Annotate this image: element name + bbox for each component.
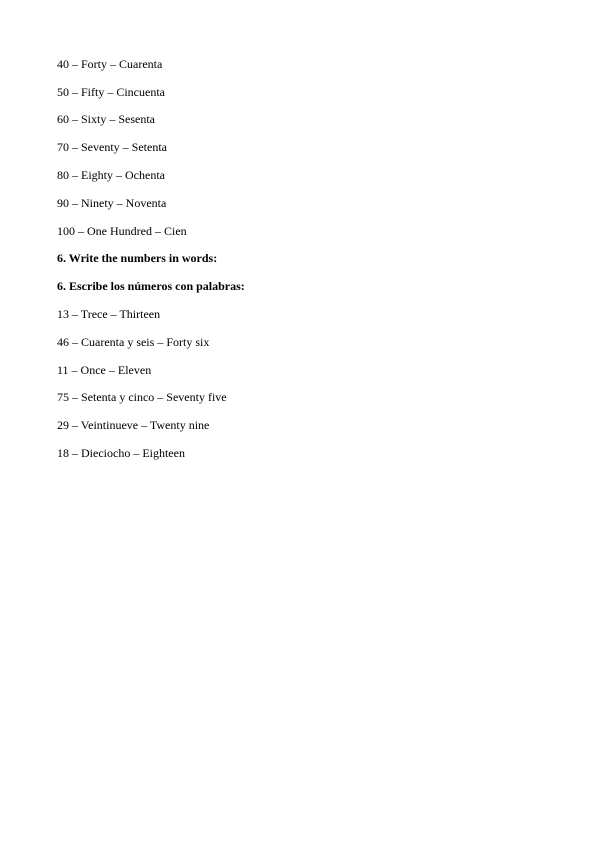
- number-line-100: 100 – One Hundred – Cien: [57, 224, 187, 238]
- answer-line-13: 13 – Trece – Thirteen: [57, 307, 161, 321]
- answer-line-75: 75 – Setenta y cinco – Seventy five: [57, 390, 227, 404]
- answer-line-11: 11 – Once – Eleven: [57, 363, 152, 377]
- answer-line-46: 46 – Cuarenta y seis – Forty six: [57, 335, 210, 349]
- number-line-80: 80 – Eighty – Ochenta: [57, 168, 165, 182]
- number-line-60: 60 – Sixty – Sesenta: [57, 112, 155, 126]
- exercise-heading-english: 6. Write the numbers in words:: [57, 251, 218, 265]
- answer-line-18: 18 – Dieciocho – Eighteen: [57, 446, 185, 460]
- exercise-heading-spanish: 6. Escribe los números con palabras:: [57, 279, 245, 293]
- answer-line-29: 29 – Veintinueve – Twenty nine: [57, 418, 210, 432]
- number-line-90: 90 – Ninety – Noventa: [57, 196, 167, 210]
- number-line-40: 40 – Forty – Cuarenta: [57, 57, 163, 71]
- number-line-70: 70 – Seventy – Setenta: [57, 140, 167, 154]
- number-line-50: 50 – Fifty – Cincuenta: [57, 85, 165, 99]
